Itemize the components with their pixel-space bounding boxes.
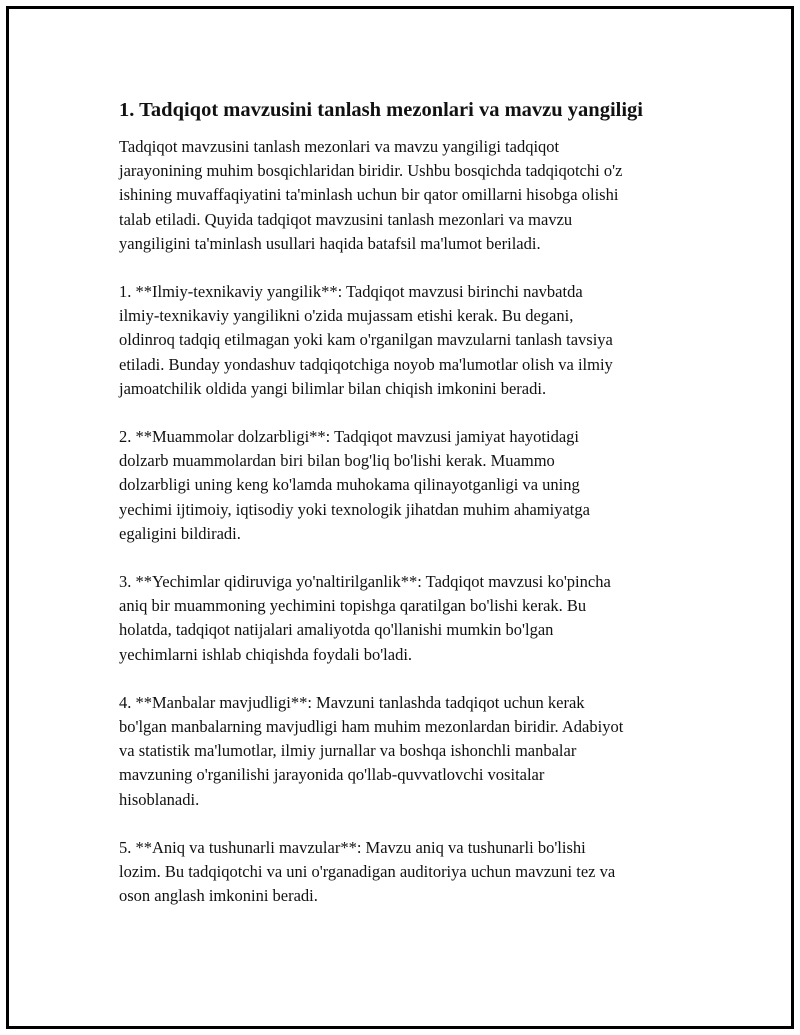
text-line: etiladi. Bunday yondashuv tadqiqotchiga noyob ma'lumotlar olish va ilmiy — [119, 354, 613, 374]
paragraph-item-2 — [119, 425, 699, 546]
paragraph-item-5 — [119, 836, 699, 909]
text-line: oson anglash imkonini beradi. — [119, 886, 318, 906]
text-line: bo'lgan manbalarning mavjudligi ham muhim mezonlardan biridir. Adabiyot — [119, 717, 624, 737]
text-line: hisoblanadi. — [119, 789, 200, 809]
text-line: jarayonining muhim bosqichlaridan biridir. Ushbu bosqichda tadqiqotchi o'z — [119, 161, 623, 181]
text-line: aniq bir muammoning yechimini topishga qaratilgan bo'lishi kerak. Bu — [119, 596, 587, 616]
text-line: jamoatchilik oldida yangi bilimlar bilan chiqish imkonini beradi. — [119, 378, 547, 398]
text-line: lozim. Bu tadqiqotchi va uni o'rganadigan auditoriya uchun mavzuni tez va — [119, 862, 616, 882]
paragraph-intro — [119, 135, 699, 256]
text-line: egaligini bildiradi. — [119, 523, 241, 543]
text-line: 1. **Ilmiy-texnikaviy yangilik**: Tadqiqot mavzusi birinchi navbatda — [119, 282, 583, 302]
document-body — [119, 97, 699, 932]
text-line: 5. **Aniq va tushunarli mavzular**: Mavzu aniq va tushunarli bo'lishi — [119, 837, 586, 857]
text-line: dolzarbligi uning keng ko'lamda muhokama qilinayotganligi va uning — [119, 475, 580, 495]
text-line: 3. **Yechimlar qidiruviga yo'naltirilganlik**: Tadqiqot mavzusi ko'pincha — [119, 572, 611, 592]
text-line: holatda, tadqiqot natijalari amaliyotda qo'llanishi mumkin bo'lgan — [119, 620, 554, 640]
text-line: ilmiy-texnikaviy yangilikni o'zida mujassam etishi kerak. Bu degani, — [119, 306, 574, 326]
text-line: Tadqiqot mavzusini tanlash mezonlari va mavzu yangiligi tadqiqot — [119, 137, 560, 156]
text-line: yangiligini ta'minlash usullari haqida batafsil ma'lumot beriladi. — [119, 233, 541, 253]
text-line: oldinroq tadqiq etilmagan yoki kam o'rganilgan mavzularni tanlash tavsiya — [119, 330, 613, 350]
text-line: 4. **Manbalar mavjudligi**: Mavzuni tanlashda tadqiqot uchun kerak — [119, 692, 585, 712]
text-line: dolzarb muammolardan biri bilan bog'liq bo'lishi kerak. Muammo — [119, 451, 555, 471]
text-line: va statistik ma'lumotlar, ilmiy jurnallar va boshqa ishonchli manbalar — [119, 741, 577, 761]
page-frame — [6, 6, 794, 1029]
text-line: talab etiladi. Quyida tadqiqot mavzusini tanlash mezonlari va mavzu — [119, 209, 573, 229]
text-line: mavzuning o'rganilishi jarayonida qo'llab-quvvatlovchi vositalar — [119, 765, 545, 785]
paragraph-item-1 — [119, 280, 699, 401]
text-line: 2. **Muammolar dolzarbligi**: Tadqiqot mavzusi jamiyat hayotidagi — [119, 427, 579, 447]
text-line: yechimlarni ishlab chiqishda foydali bo'ladi. — [119, 644, 413, 664]
text-line: ishining muvaffaqiyatini ta'minlash uchun bir qator omillarni hisobga olishi — [119, 185, 619, 205]
paragraph-item-4 — [119, 691, 699, 812]
document-heading: 1. Tadqiqot mavzusini tanlash mezonlari va mavzu yangiligi — [119, 99, 643, 121]
text-line: yechimi ijtimoiy, iqtisodiy yoki texnologik jihatdan muhim ahamiyatga — [119, 499, 590, 519]
paragraph-item-3 — [119, 570, 699, 667]
